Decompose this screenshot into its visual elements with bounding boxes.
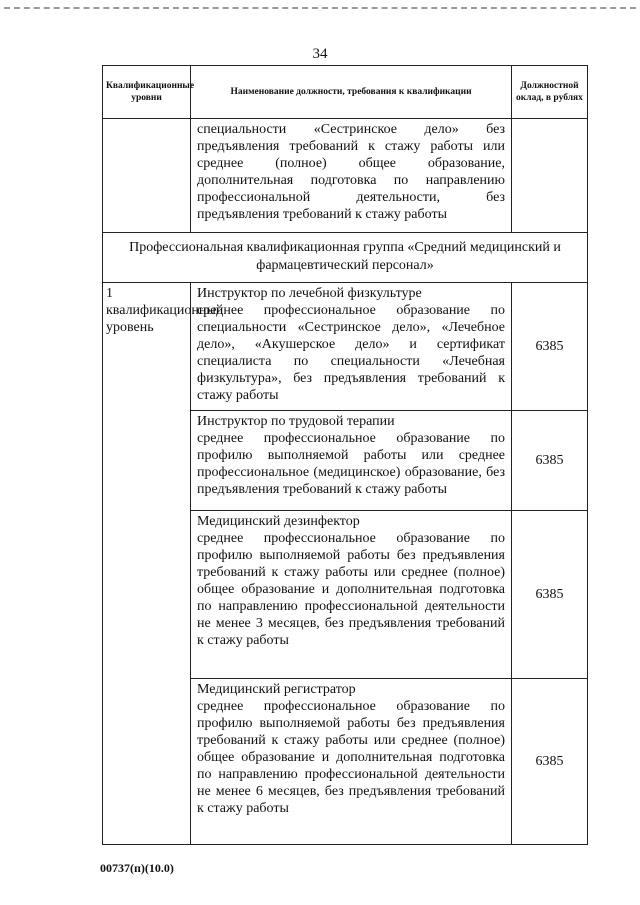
position-requirements: среднее профессиональное образование по профилю выполняемой работы или среднее профессиональное (медицинское) образование, без предъявления требований к стажу работы [197, 431, 505, 497]
salary-value: 6385 [512, 411, 588, 511]
group-row [103, 233, 588, 283]
table-header-row [103, 66, 588, 119]
position-requirements: среднее профессиональное образование по профилю выполняемой работы без предъявления требований к стажу работы или среднее (полное) общее образование и дополнительная подготовка по направлению профессиональной деятельности не менее 3 месяцев, без предъявления требований к стажу работы [197, 531, 505, 648]
position-title: Инструктор по трудовой терапии [197, 414, 395, 429]
level-label: 1 квалификационный уровень [103, 283, 191, 845]
position-title: Медицинский дезинфектор [197, 514, 360, 529]
salary-value: 6385 [512, 283, 588, 411]
qualification-table [102, 65, 588, 845]
header-salary: Должностной оклад, в рублях [512, 66, 588, 119]
scan-border-marks [4, 7, 636, 9]
level-cell-empty [103, 119, 191, 233]
header-qualification-levels: Квалификационные уровни [103, 66, 191, 119]
position-title: Медицинский регистратор [197, 682, 356, 697]
salary-cell-empty [512, 119, 588, 233]
position-title: Инструктор по лечебной физкультуре [197, 286, 422, 301]
position-cell [191, 283, 512, 411]
header-position-requirements: Наименование должности, требования к квалификации [191, 66, 512, 119]
salary-value: 6385 [512, 511, 588, 679]
document-code: 00737(п)(10.0) [100, 861, 174, 875]
salary-value: 6385 [512, 679, 588, 845]
position-cell [191, 511, 512, 679]
position-requirements: среднее профессиональное образование по специальности «Сестринское дело», «Лечебное дело», «Акушерское дело» и сертификат специалиста по специальности «Лечебная физкультура», без предъявления требований к стажу работы [197, 303, 505, 403]
page-number: 34 [312, 46, 328, 62]
position-cell [191, 679, 512, 845]
continuation-text: специальности «Сестринское дело» без предъявления требований к стажу работы или среднее (полное) общее образование, дополнительная подготовка по направлению профессиональной деятельности, без предъявления требований к стажу работы [191, 119, 512, 233]
table-row [103, 283, 588, 411]
table-row [103, 119, 588, 233]
position-requirements: среднее профессиональное образование по профилю выполняемой работы без предъявления требований к стажу работы или среднее (полное) общее образование и дополнительная подготовка по направлению профессиональной деятельности не менее 6 месяцев, без предъявления требований к стажу работы [197, 699, 505, 816]
position-cell [191, 411, 512, 511]
group-title: Профессиональная квалификационная группа «Средний медицинский и фармацевтический персонал» [103, 233, 588, 283]
